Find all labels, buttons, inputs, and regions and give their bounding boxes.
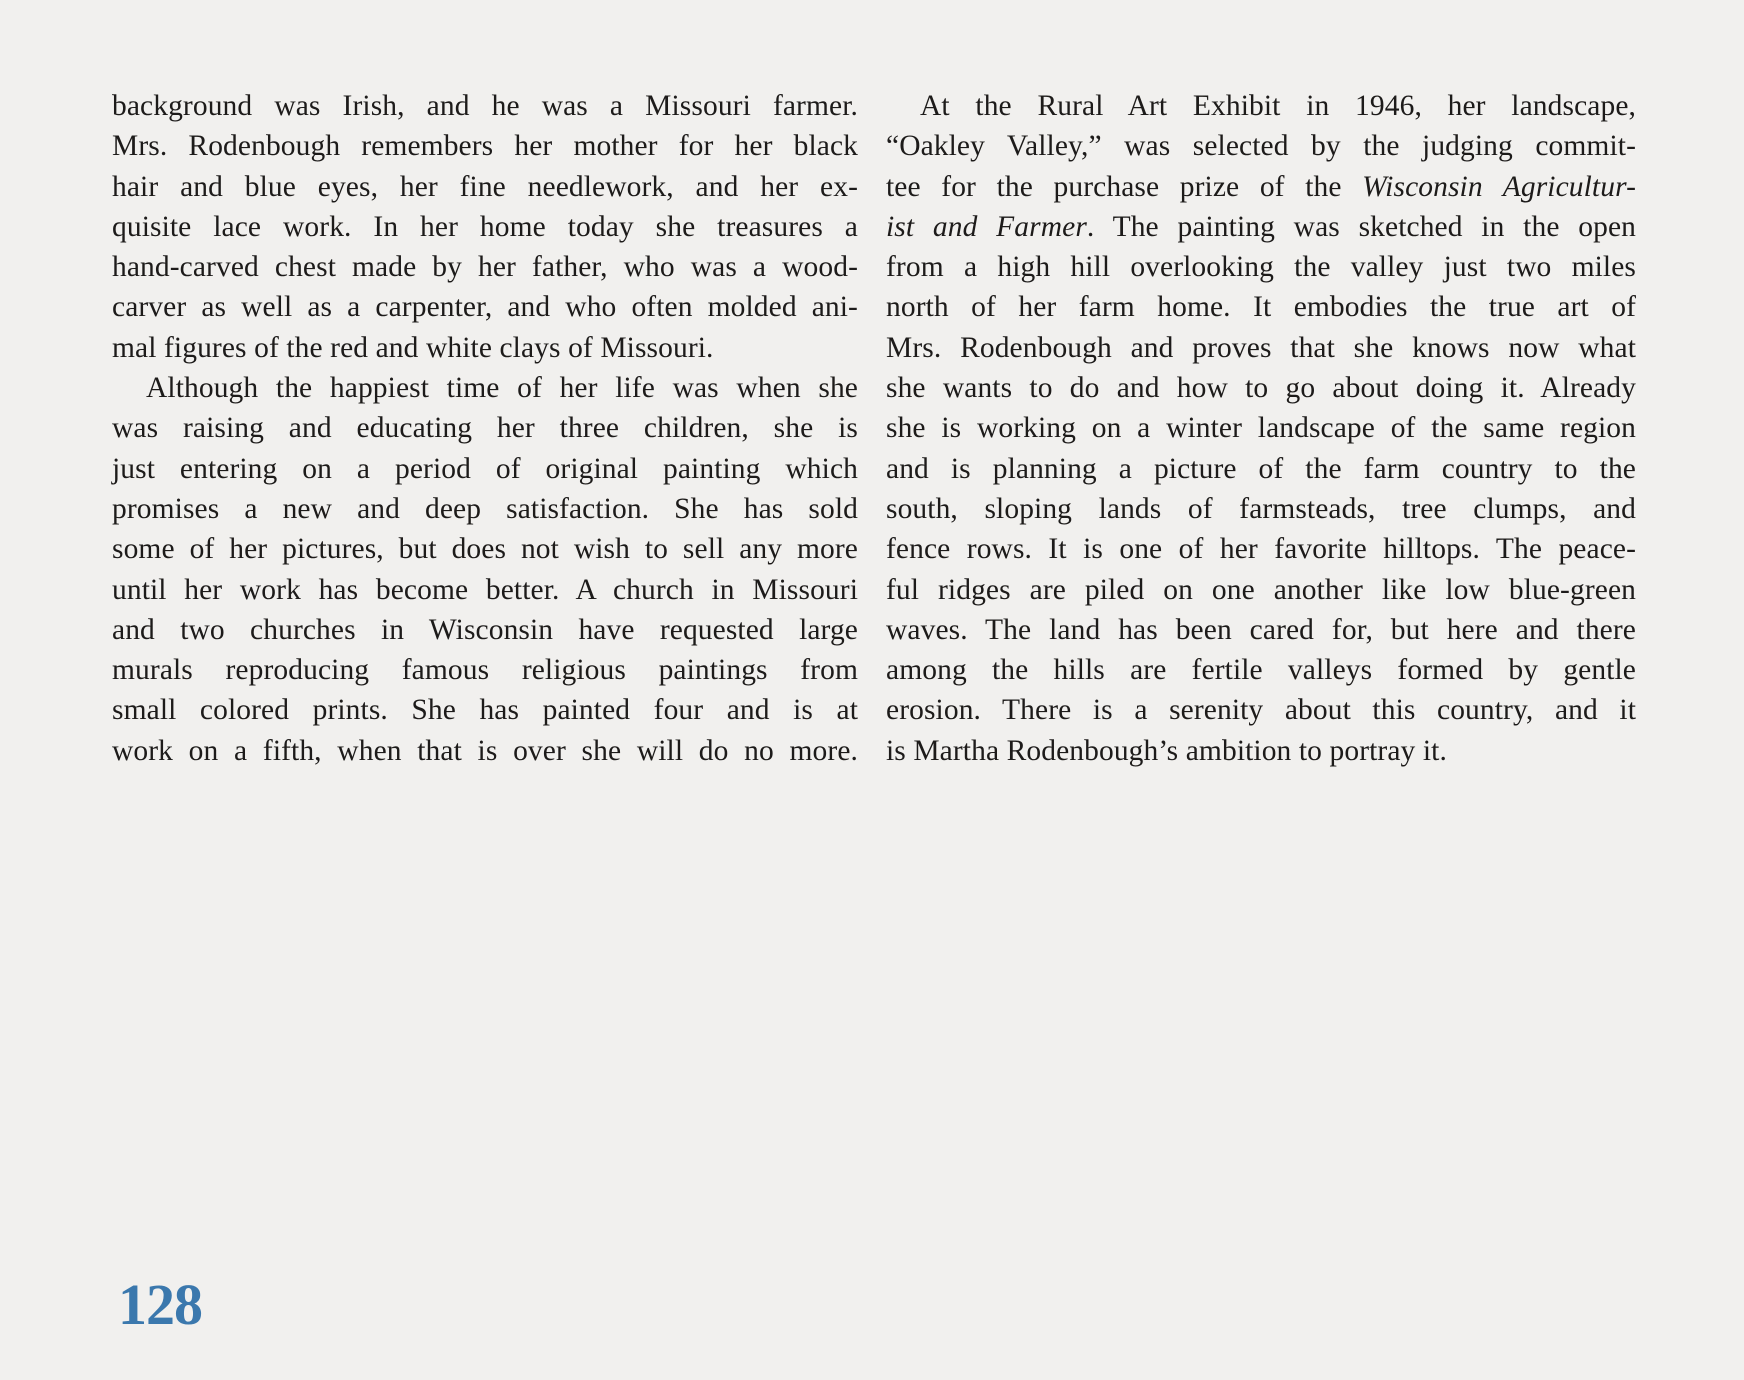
paragraph (112, 368, 858, 771)
text-line: she is working on a winter landscape of the same region (886, 412, 1636, 445)
text-line: small colored prints. She has painted four and is at (112, 694, 858, 727)
text-line: south, sloping lands of farmsteads, tree clumps, and (886, 492, 1636, 525)
text-line: murals reproducing famous religious paintings from (112, 654, 858, 687)
text-line: hand-carved chest made by her father, who was a wood- (112, 251, 858, 284)
text-line: and two churches in Wisconsin have requested large (112, 613, 858, 646)
publication-title: ist and Farmer (886, 210, 1087, 243)
right-text-column (886, 86, 1636, 771)
text-segment: . The painting was sketched in the open (1086, 210, 1636, 243)
text-line: background was Irish, and he was a Missouri farmer. (112, 90, 858, 122)
text-line: quisite lace work. In her home today she treasures a (112, 210, 858, 243)
left-text-column (112, 86, 858, 771)
text-line (886, 167, 1636, 207)
text-line: carver as well as a carpenter, and who often molded ani- (112, 291, 858, 324)
text-line: was raising and educating her three children, she is (112, 412, 858, 445)
text-line: hair and blue eyes, her fine needlework, and her ex- (112, 170, 858, 203)
text-line: “Oakley Valley,” was selected by the judging commit- (886, 130, 1636, 163)
text-line: until her work has become better. A church in Missouri (112, 573, 858, 606)
text-line: just entering on a period of original painting which (112, 452, 858, 485)
text-line: At the Rural Art Exhibit in 1946, her landscape, (920, 90, 1636, 122)
page-number: 128 (118, 1272, 202, 1337)
text-line: ful ridges are piled on one another like low blue-green (886, 573, 1636, 606)
text-line: erosion. There is a serenity about this country, and it (886, 694, 1636, 727)
publication-title: Wisconsin Agricultur- (1362, 170, 1636, 203)
paragraph (112, 86, 858, 368)
text-line (886, 207, 1636, 247)
text-line: Mrs. Rodenbough remembers her mother for her black (112, 130, 858, 163)
text-line: north of her farm home. It embodies the true art of (886, 291, 1636, 324)
text-line: is Martha Rodenbough’s ambition to portray it. (886, 734, 1447, 767)
text-line: fence rows. It is one of her favorite hilltops. The peace- (886, 533, 1636, 566)
text-line: Mrs. Rodenbough and proves that she knows now what (886, 331, 1636, 364)
text-line: and is planning a picture of the farm country to the (886, 452, 1636, 485)
text-line: mal figures of the red and white clays of Missouri. (112, 331, 714, 364)
text-line: she wants to do and how to go about doing it. Already (886, 372, 1636, 405)
text-line: promises a new and deep satisfaction. She has sold (112, 492, 858, 525)
text-line: work on a fifth, when that is over she will do no more. (112, 734, 858, 767)
text-segment: tee for the purchase prize of the (886, 170, 1363, 203)
text-line: some of her pictures, but does not wish to sell any more (112, 533, 858, 566)
text-line: waves. The land has been cared for, but here and there (886, 613, 1636, 646)
text-line: among the hills are fertile valleys formed by gentle (886, 654, 1636, 687)
text-line: Although the happiest time of her life was when she (146, 372, 858, 405)
text-line: from a high hill overlooking the valley just two miles (886, 251, 1636, 284)
